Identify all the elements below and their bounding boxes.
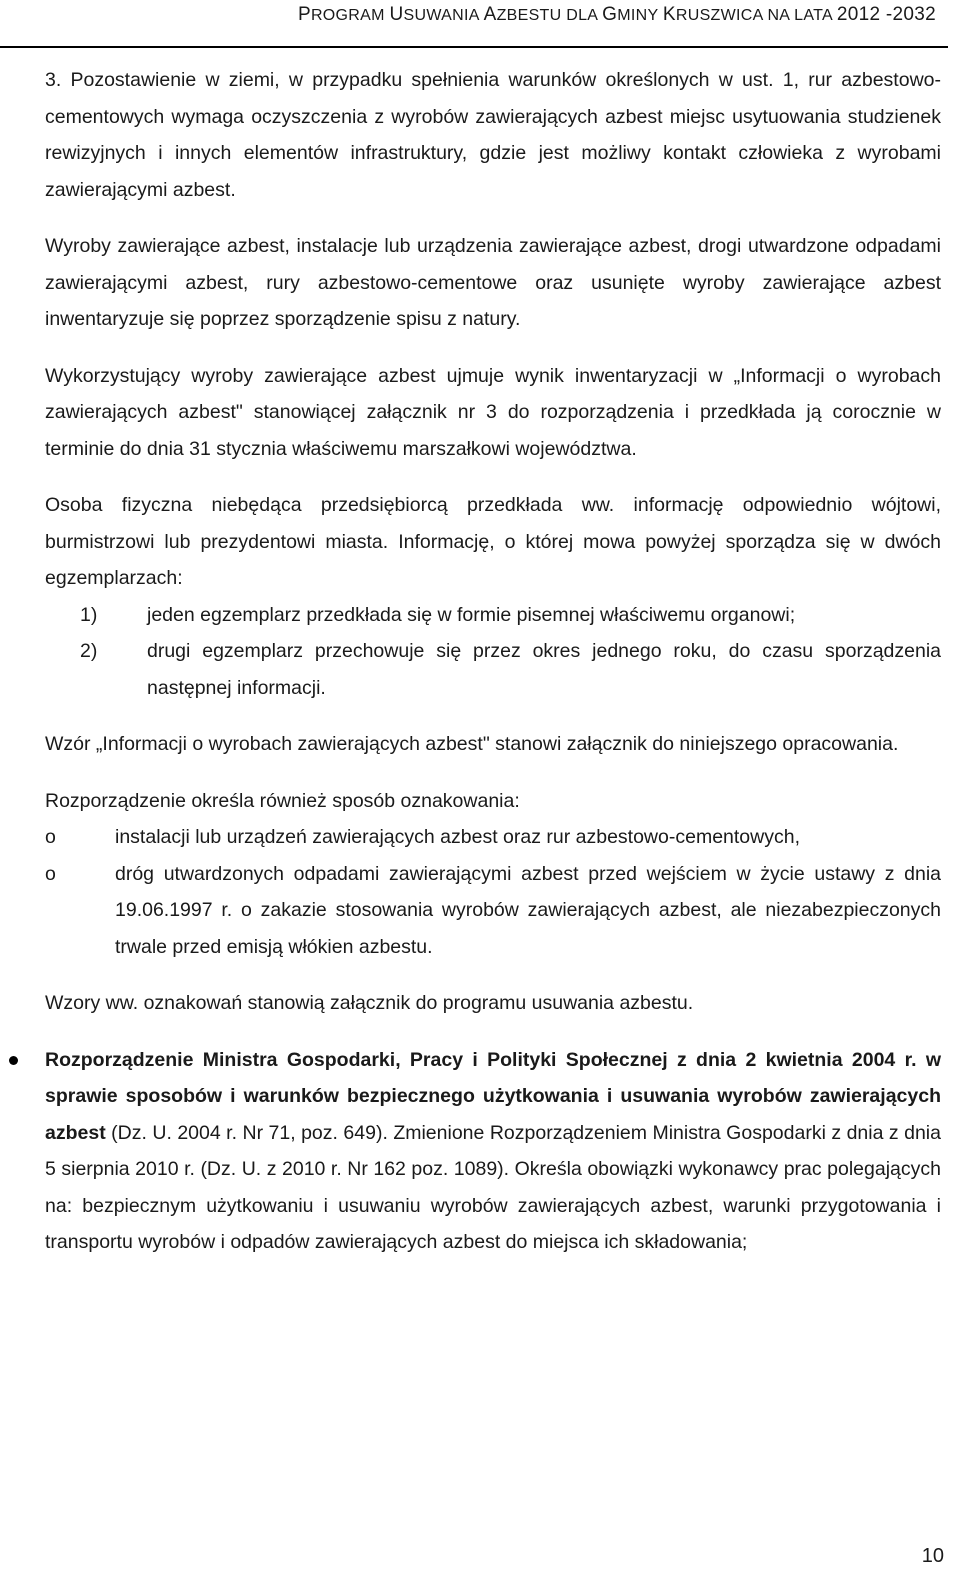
paragraph: 3. Pozostawienie w ziemi, w przypadku spełnienia warunków określonych w ust. 1, rur azbestowo-cementowych wymaga oczyszczenia z wyrobów zawierających azbest miejsc usytuowania studzienek rewizyjnych i innych elementów infrastruktury, gdzie jest możliwy kontakt człowieka z wyrobami zawierającymi azbest. (45, 69, 941, 201)
list-item (45, 856, 941, 966)
header-title-part: U (389, 4, 404, 25)
paragraph: Wzór „Informacji o wyrobach zawierających azbest" stanowi załącznik do niniejszego opracowania. (45, 733, 899, 755)
list-item-text: dróg utwardzonych odpadami zawierającymi azbest przed wejściem w życie ustawy z dnia 19.06.1997 r. o zakazie stosowania wyrobów zawierających azbest, ale niezabezpieczonych trwale przed emisją włókien azbestu. (115, 862, 941, 958)
header-title-part: RUSZWICA NA LATA (675, 7, 837, 24)
header-title-part: A (483, 4, 497, 25)
paragraph: Wzory ww. oznakowań stanowią załącznik do programu usuwania azbestu. (45, 992, 694, 1014)
paragraph: Osoba fizyczna niebędąca przedsiębiorcą przedkłada ww. informację odpowiednio wójtowi, burmistrzowi lub prezydentowi miasta. Informację, o której mowa powyżej sporządza się w dwóch egzemplarzach: (45, 494, 941, 589)
list-item (45, 597, 941, 634)
list-item (45, 633, 941, 706)
paragraph: Wykorzystujący wyroby zawierające azbest ujmuje wynik inwentaryzacji w „Informacji o wyrobach zawierających azbest" stanowiącej załącznik nr 3 do rozporządzenia i przedkłada ją corocznie w terminie do dnia 31 stycznia właściwemu marszałkowi województwa. (45, 364, 941, 460)
header-title (298, 4, 936, 26)
list-item-text: drugi egzemplarz przechowuje się przez okres jednego roku, do czasu sporządzenia następnej informacji. (147, 640, 941, 699)
page-number: 10 (921, 1545, 944, 1567)
header-title-part: ROGRAM (310, 7, 390, 24)
page-header (0, 0, 948, 48)
header-title-part: P (297, 4, 311, 25)
header-title-part: K (662, 4, 676, 25)
marking-list (45, 819, 941, 965)
paragraph: Wyroby zawierające azbest, instalacje lub urządzenia zawierające azbest, drogi utwardzone odpadami zawierającymi azbest, rury azbestowo-cementowe oraz usunięte wyroby zawierające azbest inwentaryzuje się poprzez sporządzenie spisu z natury. (45, 235, 941, 330)
header-title-part: SUWANIA (403, 7, 484, 24)
bullet-bold-text: Rozporządzenie Ministra Gospodarki, Pracy i Polityki Społecznej z dnia 2 kwietnia 2004 r. w sprawie sposobów i warunków bezpiecznego użytkowania i usuwania wyrobów zawierających azbest (45, 1048, 941, 1144)
list-item (45, 819, 941, 856)
header-title-part: MINY (617, 7, 663, 24)
numbered-list (45, 597, 941, 707)
bullet-icon (9, 1056, 18, 1065)
bullet-text: (Dz. U. 2004 r. Nr 71, poz. 649). Zmienione Rozporządzeniem Ministra Gospodarki z dnia z dnia 5 sierpnia 2010 r. (Dz. U. z 2010 r. Nr 162 poz. 1089). Określa obowiązki wykonawcy prac polegających na: bezpiecznym użytkowaniu i usuwaniu wyrobów zawierających azbest, warunki przygotowania i transportu wyrobów i odpadów zawierających azbest do miejsca ich składowania; (45, 1121, 941, 1253)
header-title-part: G (602, 4, 618, 25)
header-title-part: 2012 -2032 (836, 4, 936, 25)
list-marker: o (45, 826, 56, 848)
header-title-part: ZBESTU DLA (496, 7, 603, 24)
paragraph: Rozporządzenie określa również sposób oznakowania: (45, 789, 520, 812)
list-item-text: jeden egzemplarz przedkłada się w formie pisemnej właściwemu organowi; (147, 603, 796, 626)
bullet-item (45, 1042, 941, 1261)
document-body (45, 62, 941, 1261)
list-item-text: instalacji lub urządzeń zawierających azbest oraz rur azbestowo-cementowych, (115, 826, 800, 848)
bullet-paragraph (45, 1042, 941, 1261)
list-marker: 2) (80, 640, 98, 662)
list-marker: 1) (80, 603, 98, 626)
list-marker: o (45, 862, 56, 885)
